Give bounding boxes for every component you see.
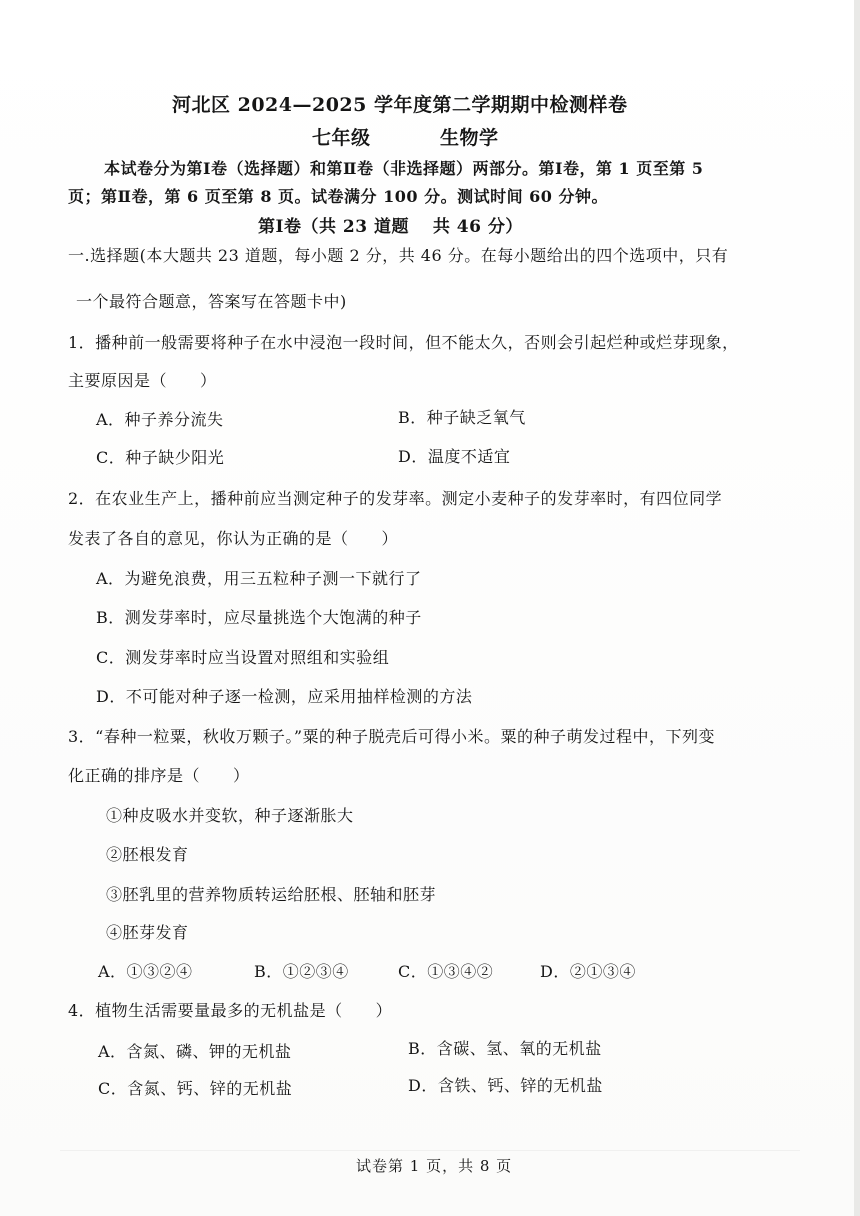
section-instruction-line-2: 一个最符合题意，答案写在答题卡中) <box>76 292 347 311</box>
q2-option-a: A．为避免浪费，用三五粒种子测一下就行了 <box>96 569 422 588</box>
q2-option-d: D．不可能对种子逐一检测，应采用抽样检测的方法 <box>96 687 473 706</box>
q3-step-2: ②胚根发育 <box>106 845 189 864</box>
q3-option-d: D．②①③④ <box>540 962 636 981</box>
section-instruction-line-1: 一.选择题(本大题共 23 道题，每小题 2 分，共 46 分。在每小题给出的四个选项中，只有 <box>68 246 729 265</box>
q3-option-c: C．①③④② <box>398 962 494 981</box>
q3-option-b: B．①②③④ <box>254 962 349 981</box>
q4-option-a: A．含氮、磷、钾的无机盐 <box>98 1042 292 1061</box>
exam-grade: 七年级 <box>312 127 371 149</box>
q2-option-c: C．测发芽率时应当设置对照组和实验组 <box>96 648 390 667</box>
q3-step-1: ①种皮吸水并变软，种子逐渐胀大 <box>106 806 354 825</box>
q3-stem-line-2: 化正确的排序是（ ） <box>68 766 250 785</box>
q2-stem-line-2: 发表了各自的意见，你认为正确的是（ ） <box>68 529 399 548</box>
q1-stem-line-1: 1．播种前一般需要将种子在水中浸泡一段时间，但不能太久，否则会引起烂种或烂芽现象， <box>68 333 739 352</box>
q2-stem-line-1: 2．在农业生产上，播种前应当测定种子的发芽率。测定小麦种子的发芽率时，有四位同学 <box>68 489 723 508</box>
q3-option-a: A．①③②④ <box>98 962 193 981</box>
q1-option-b: B．种子缺乏氧气 <box>398 408 526 427</box>
scan-fold-line <box>60 1150 800 1151</box>
q1-option-a: A．种子养分流失 <box>96 410 224 429</box>
q3-step-4: ④胚芽发育 <box>106 923 189 942</box>
intro-line-2: 页；第Ⅱ卷，第 6 页至第 8 页。试卷满分 100 分。测试时间 60 分钟。 <box>68 187 608 206</box>
q1-option-c: C．种子缺少阳光 <box>96 448 225 467</box>
q3-step-3: ③胚乳里的营养物质转运给胚根、胚轴和胚芽 <box>106 885 437 904</box>
part1-heading: 第Ⅰ卷（共 23 道题 共 46 分） <box>258 217 523 237</box>
q4-option-d: D．含铁、钙、锌的无机盐 <box>408 1076 603 1095</box>
q4-option-b: B．含碳、氢、氧的无机盐 <box>408 1039 602 1058</box>
q4-stem: 4．植物生活需要量最多的无机盐是（ ） <box>68 1001 393 1020</box>
exam-subject: 生物学 <box>440 127 499 149</box>
q2-option-b: B．测发芽率时，应尽量挑选个大饱满的种子 <box>96 608 422 627</box>
q1-stem-line-2: 主要原因是（ ） <box>68 371 217 390</box>
exam-title: 河北区 2024—2025 学年度第二学期期中检测样卷 <box>172 94 628 116</box>
intro-line-1: 本试卷分为第Ⅰ卷（选择题）和第Ⅱ卷（非选择题）两部分。第Ⅰ卷，第 1 页至第 5 <box>104 159 704 178</box>
page-footer: 试卷第 1 页，共 8 页 <box>356 1157 513 1175</box>
scan-edge <box>854 0 860 1216</box>
q3-stem-line-1: 3．“春种一粒粟，秋收万颗子。”粟的种子脱壳后可得小米。粟的种子萌发过程中，下列变 <box>68 727 716 746</box>
q1-option-d: D．温度不适宜 <box>398 447 511 466</box>
q4-option-c: C．含氮、钙、锌的无机盐 <box>98 1079 293 1098</box>
